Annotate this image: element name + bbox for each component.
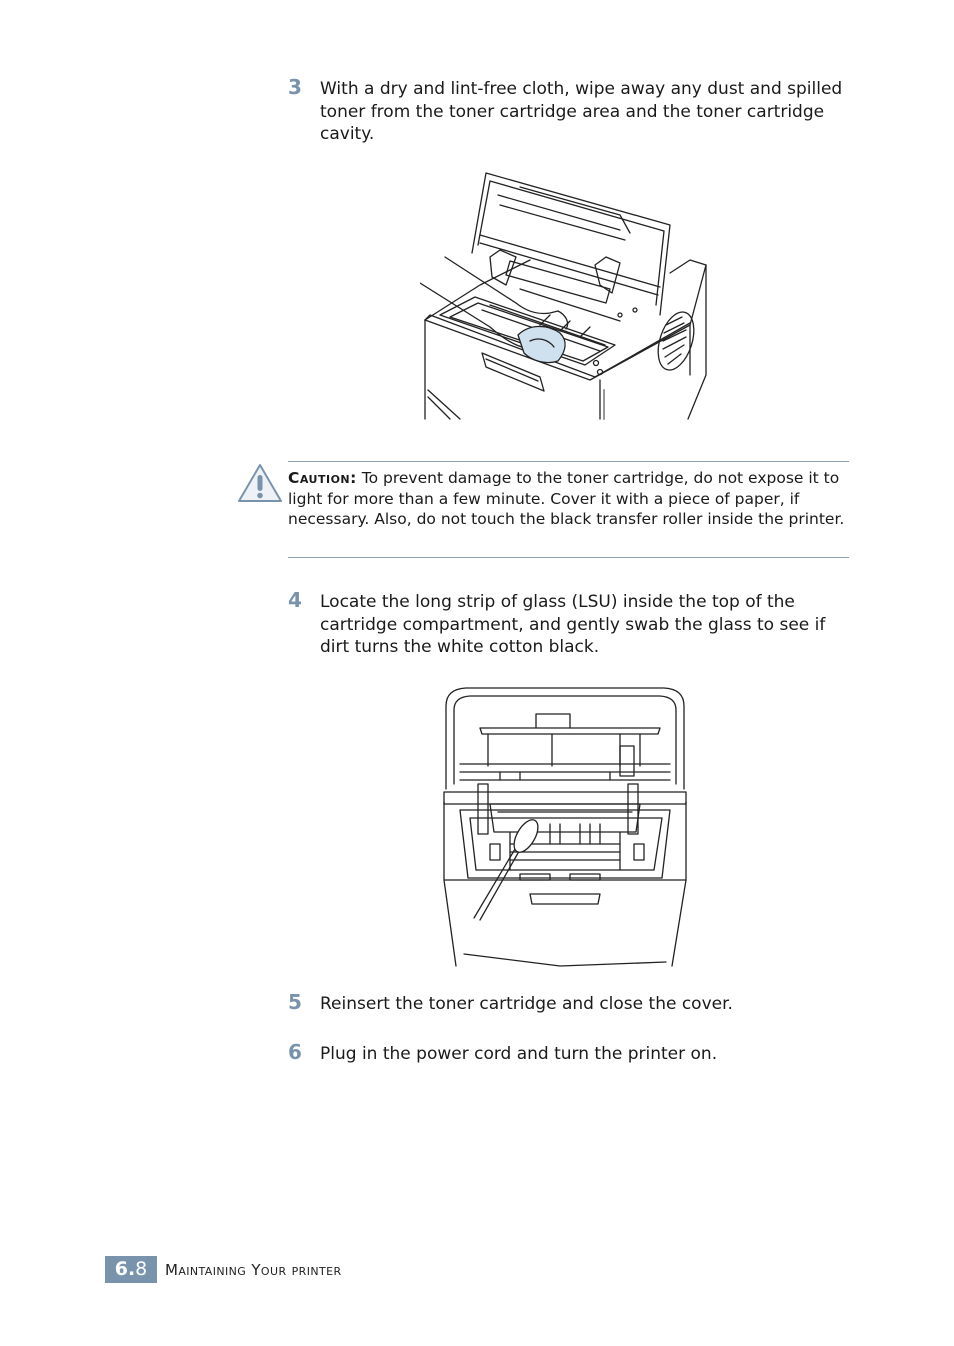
printer-swab-illustration — [440, 684, 690, 970]
step-number: 5 — [288, 990, 302, 1014]
caution-bottom-rule — [288, 557, 849, 558]
caution-body: To prevent damage to the toner cartridge, do not expose it to light for more than a few minute. Cover it with a piece of paper, if necessary. Also, do not touch the black transfer roller inside the printer. — [288, 469, 845, 529]
caution-box — [236, 461, 850, 558]
step-number: 4 — [288, 588, 302, 612]
cloth-shape — [518, 326, 565, 362]
step-text: Reinsert the toner cartridge and close the cover. — [320, 994, 733, 1014]
caution-text-block — [288, 468, 850, 530]
step-text: Plug in the power cord and turn the printer on. — [320, 1044, 718, 1064]
caution-top-rule — [288, 461, 849, 462]
step-number: 6 — [288, 1040, 302, 1064]
warning-triangle-icon — [236, 462, 284, 504]
caution-label: Caution: — [288, 469, 357, 487]
step-text: With a dry and lint-free cloth, wipe away any dust and spilled toner from the toner cartridge area and the toner cartridge cavity. — [320, 79, 843, 144]
step-number: 3 — [288, 75, 302, 99]
chapter-number: 6. — [114, 1258, 136, 1280]
printer-wiping-illustration — [420, 165, 712, 421]
page-number-badge — [105, 1256, 157, 1283]
chapter-title: Maintaining Your printer — [165, 1261, 342, 1279]
step-text: Locate the long strip of glass (LSU) inside the top of the cartridge compartment, and gently swab the glass to see if dirt turns the white cotton black. — [320, 592, 826, 657]
page-number: 8 — [135, 1258, 148, 1280]
